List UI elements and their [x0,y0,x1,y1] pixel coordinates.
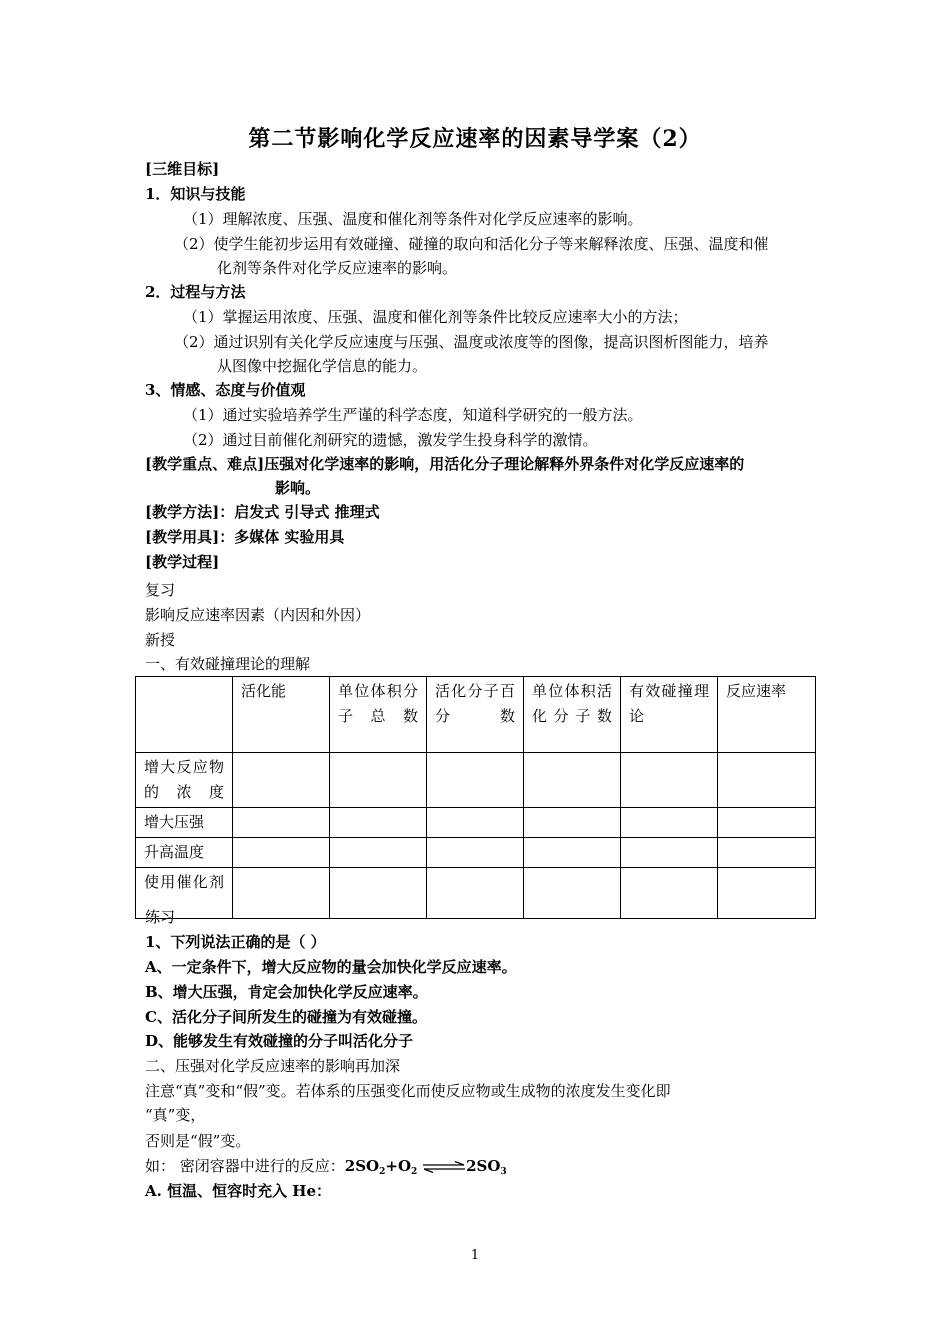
equation-product: $2SO_3$ [466,1157,507,1177]
reversible-arrow-icon [422,1161,466,1173]
knowledge-item-1: （1）理解浓度、压强、温度和催化剂等条件对化学反应速率的影响。 [183,210,643,228]
table-cell [427,868,524,919]
table-row-label: 增大反应物的浓度 [136,753,233,808]
table-cell [718,838,816,868]
option-a: A、一定条件下，增大反应物的量会加快化学反应速率。 [145,958,517,976]
table-cell [524,808,621,838]
note-line1: 注意“真”变和“假”变。若体系的压强变化而使反应物或生成物的浓度发生变化即 [145,1082,671,1100]
note-line3: 否则是“假”变。 [145,1132,251,1150]
table-header-cell: 单位体积活化分子数 [524,677,621,753]
review-label: 复习 [145,581,176,599]
example-line [145,1156,507,1182]
table-cell [718,868,816,919]
table-cell [427,808,524,838]
table-cell [524,868,621,919]
table-header-cell: 反应速率 [718,677,816,753]
table-cell [330,808,427,838]
teaching-process: [教学过程] [145,553,220,571]
option-d: D、能够发生有效碰撞的分子叫活化分子 [145,1032,414,1050]
table-cell [427,753,524,808]
knowledge-item-2-line2: 化剂等条件对化学反应速率的影响。 [217,259,458,277]
table-header-cell [136,677,233,753]
review-text: 影响反应速率因素（内因和外因） [145,606,371,624]
knowledge-item-2-line1: （2）使学生能初步运用有效碰撞、碰撞的取向和活化分子等来解释浓度、压强、温度和催 [174,235,769,253]
teaching-tools: [教学用具]：多媒体 实验用具 [145,528,345,546]
table-cell [718,808,816,838]
values-item-1: （1）通过实验培养学生严谨的科学态度，知道科学研究的一般方法。 [183,406,643,424]
table-row-label: 升高温度 [136,838,233,868]
table-cell [524,753,621,808]
equation-reactant-1: $2SO_2$ [344,1157,386,1177]
table-cell [330,868,427,919]
table-cell [233,838,330,868]
equation-reactant-2: $+O_2$ [385,1157,418,1177]
table-cell [524,838,621,868]
table-row [136,753,816,808]
table-header-row [136,677,816,753]
table-row-label: 使用催化剂 [136,868,233,919]
table-cell [233,753,330,808]
table-cell [621,838,718,868]
table-row [136,808,816,838]
table-cell [330,753,427,808]
table-row [136,838,816,868]
section-values-title: 3、情感、态度与价值观 [145,381,306,399]
table-row-label: 增大压强 [136,808,233,838]
key-points-line1: [教学重点、难点]压强对化学速率的影响，用活化分子理论解释外界条件对化学反应速率的 [145,455,745,473]
page-title: 第二节影响化学反应速率的因素导学案（2） [248,126,702,152]
section-1-title: 一、有效碰撞理论的理解 [145,655,311,673]
section-2-title: 二、压强对化学反应速率的影响再加深 [145,1057,401,1075]
table-cell [621,753,718,808]
teaching-method: [教学方法]：启发式 引导式 推理式 [145,503,380,521]
table-cell [621,868,718,919]
example-prefix: 如： 密闭容器中进行的反应： [145,1157,345,1175]
table-cell [233,808,330,838]
section-knowledge-title: 1．知识与技能 [145,185,246,203]
practice-label: 练习 [145,908,176,926]
table-header-cell: 有效碰撞理论 [621,677,718,753]
table-cell [427,838,524,868]
page-number: 1 [470,1248,480,1263]
case-a: A. 恒温、恒容时充入 He： [145,1182,332,1200]
table-header-cell: 活化分子百分数 [427,677,524,753]
collision-theory-table [135,676,816,919]
section-process-title: 2．过程与方法 [145,283,246,301]
table-header-cell: 单位体积分子总数 [330,677,427,753]
table-row [136,868,816,919]
process-item-1: （1）掌握运用浓度、压强、温度和催化剂等条件比较反应速率大小的方法； [183,308,688,326]
table-cell [621,808,718,838]
objectives-heading: [三维目标] [145,160,220,178]
process-item-2-line1: （2）通过识别有关化学反应速度与压强、温度或浓度等的图像，提高识图析图能力，培养 [174,333,769,351]
key-points-line2: 影响。 [275,479,321,497]
new-lesson-label: 新授 [145,631,176,649]
table-header-cell: 活化能 [233,677,330,753]
table-cell [330,838,427,868]
table-cell [233,868,330,919]
option-b: B、增大压强，肯定会加快化学反应速率。 [145,983,428,1001]
process-item-2-line2: 从图像中挖掘化学信息的能力。 [217,357,428,375]
values-item-2: （2）通过目前催化剂研究的遗憾，激发学生投身科学的激情。 [183,431,598,449]
note-line2: “真”变， [145,1106,206,1124]
question-1: 1、下列说法正确的是（ ） [145,933,326,951]
table-cell [718,753,816,808]
option-c: C、活化分子间所发生的碰撞为有效碰撞。 [145,1008,427,1026]
